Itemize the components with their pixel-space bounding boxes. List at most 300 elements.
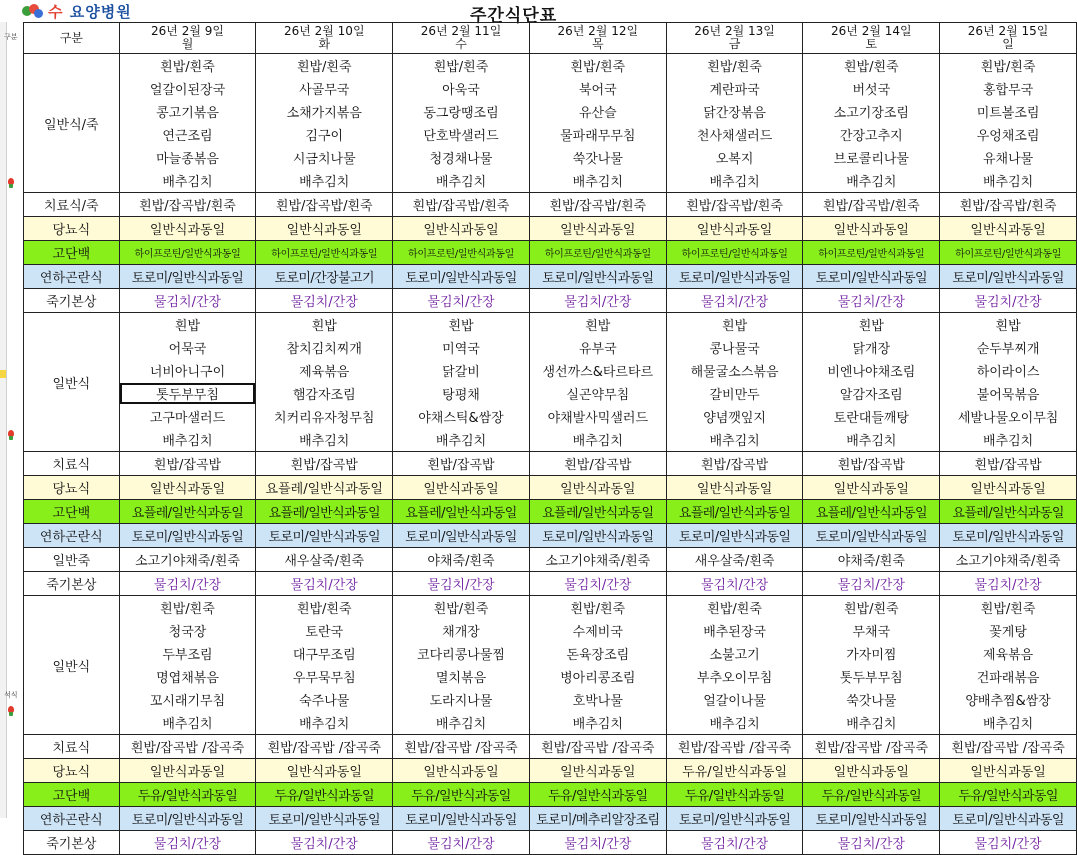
dish-cell[interactable]: 흰밥 [119, 313, 256, 337]
diet-cell[interactable]: 야채죽/흰죽 [803, 548, 940, 572]
diet-cell[interactable]: 토로미/일반식과동일 [666, 807, 803, 831]
dish-cell[interactable]: 소채가지볶음 [256, 100, 393, 123]
diet-cell[interactable]: 일반식과동일 [803, 217, 940, 241]
day-date: 26년 2월 9일 [151, 24, 224, 38]
dish-cell[interactable]: 흰밥/흰죽 [393, 596, 530, 620]
diet-cell[interactable]: 토로미/일반식과동일 [803, 807, 940, 831]
day-header[interactable] [529, 23, 666, 54]
dish-cell[interactable]: 흰밥 [256, 313, 393, 337]
diet-cell[interactable]: 일반식과동일 [940, 217, 1077, 241]
dish-cell[interactable]: 도라지나물 [393, 688, 530, 711]
dish-cell[interactable]: 호박나물 [529, 688, 666, 711]
diet-cell[interactable]: 토로미/일반식과동일 [119, 524, 256, 548]
dish-cell[interactable]: 채개장 [393, 619, 530, 642]
diet-cell[interactable]: 토로미/일반식과동일 [119, 265, 256, 289]
dish-cell[interactable]: 흰밥/흰죽 [119, 54, 256, 78]
dish-cell[interactable]: 마늘종볶음 [119, 146, 256, 169]
diet-cell[interactable]: 토로미/일반식과동일 [393, 807, 530, 831]
diet-cell[interactable]: 두유/일반식과동일 [666, 759, 803, 783]
diet-type-label[interactable]: 치료식/죽 [24, 193, 120, 217]
diet-cell[interactable]: 일반식과동일 [803, 476, 940, 500]
diet-cell[interactable]: 흰밥/잡곡밥 [529, 452, 666, 476]
flower-icon [6, 430, 16, 440]
dish-cell[interactable]: 동그랑땡조림 [393, 100, 530, 123]
menu-row [24, 665, 1077, 688]
diet-cell[interactable]: 흰밥/잡곡밥/흰죽 [393, 193, 530, 217]
diet-cell[interactable]: 흰밥/잡곡밥/흰죽 [666, 193, 803, 217]
dish-cell[interactable]: 청경채나물 [393, 146, 530, 169]
diet-cell[interactable]: 토로미/간장불고기 [256, 265, 393, 289]
flower-icon [6, 706, 16, 716]
dish-cell[interactable]: 탕평채 [393, 382, 530, 405]
diet-cell[interactable]: 물김치/간장 [666, 831, 803, 855]
diet-cell[interactable]: 야채죽/흰죽 [393, 548, 530, 572]
diet-cell[interactable]: 토로미/메추리알장조림 [529, 807, 666, 831]
diet-type-label[interactable]: 치료식 [24, 452, 120, 476]
diet-type-label[interactable]: 연하곤란식 [24, 807, 120, 831]
day-of-week: 수 [455, 37, 467, 51]
dish-cell[interactable]: 닭갈비 [393, 359, 530, 382]
dish-cell[interactable]: 흰밥 [393, 313, 530, 337]
dish-cell[interactable]: 배추김치 [529, 169, 666, 193]
diet-cell[interactable]: 흰밥/잡곡밥 /잡곡죽 [940, 735, 1077, 759]
dish-cell[interactable]: 제육볶음 [940, 642, 1077, 665]
dish-cell[interactable]: 돈육장조림 [529, 642, 666, 665]
dish-cell[interactable]: 양배추찜&쌈장 [940, 688, 1077, 711]
menu-row [24, 146, 1077, 169]
dish-cell[interactable]: 얼갈이된장국 [119, 77, 256, 100]
dish-cell[interactable]: 얼갈이나물 [666, 688, 803, 711]
diet-cell[interactable]: 두유/일반식과동일 [803, 783, 940, 807]
diet-cell[interactable]: 새우살죽/흰죽 [666, 548, 803, 572]
dish-cell[interactable]: 쑥갓나물 [529, 146, 666, 169]
dish-cell[interactable]: 단호박샐러드 [393, 123, 530, 146]
diet-cell[interactable]: 소고기야채죽/흰죽 [529, 548, 666, 572]
day-of-week: 월 [181, 37, 194, 51]
dish-cell[interactable]: 배추김치 [666, 428, 803, 452]
dish-cell[interactable]: 배추김치 [803, 711, 940, 735]
diet-cell[interactable]: 물김치/간장 [940, 289, 1077, 313]
diet-cell[interactable]: 일반식과동일 [529, 476, 666, 500]
diet-cell[interactable]: 흰밥/잡곡밥 [940, 452, 1077, 476]
dish-cell[interactable]: 갈비만두 [666, 382, 803, 405]
dish-cell[interactable]: 토란국 [256, 619, 393, 642]
meal-category-label[interactable]: 일반식 [24, 313, 120, 452]
dish-cell[interactable]: 톳두부무침 [119, 382, 256, 405]
dish-cell[interactable]: 부추오이무침 [666, 665, 803, 688]
dish-cell[interactable]: 배추김치 [666, 711, 803, 735]
diet-cell[interactable]: 요플레/일반식과동일 [803, 500, 940, 524]
diet-cell[interactable]: 두유/일반식과동일 [529, 783, 666, 807]
dish-cell[interactable]: 물파래무무침 [529, 123, 666, 146]
dish-cell[interactable]: 버섯국 [803, 77, 940, 100]
diet-cell[interactable]: 일반식과동일 [803, 759, 940, 783]
day-of-week: 일 [1002, 37, 1014, 51]
dish-cell[interactable]: 아욱국 [393, 77, 530, 100]
dish-cell[interactable]: 코다리콩나물찜 [393, 642, 530, 665]
diet-cell[interactable]: 흰밥/잡곡밥 /잡곡죽 [119, 735, 256, 759]
diet-cell[interactable]: 하이프로틴/일반식과동일 [666, 241, 803, 265]
diet-cell[interactable]: 토로미/일반식과동일 [529, 265, 666, 289]
diet-row [24, 548, 1077, 572]
diet-type-label[interactable]: 치료식 [24, 735, 120, 759]
dish-cell[interactable]: 김구이 [256, 123, 393, 146]
diet-cell[interactable]: 흰밥/잡곡밥 /잡곡죽 [256, 735, 393, 759]
dish-cell[interactable]: 꽃게탕 [940, 619, 1077, 642]
margin-label-top: 구분 [4, 33, 18, 41]
diet-cell[interactable]: 일반식과동일 [256, 217, 393, 241]
corner-cell[interactable]: 구분 [24, 23, 120, 54]
dish-cell[interactable]: 연근조림 [119, 123, 256, 146]
diet-cell[interactable]: 하이프로틴/일반식과동일 [256, 241, 393, 265]
dish-cell[interactable]: 수제비국 [529, 619, 666, 642]
diet-type-label[interactable]: 당뇨식 [24, 759, 120, 783]
dish-cell[interactable]: 흰밥/흰죽 [256, 54, 393, 78]
diet-cell[interactable]: 토로미/일반식과동일 [803, 265, 940, 289]
diet-cell[interactable]: 일반식과동일 [940, 759, 1077, 783]
dish-cell[interactable]: 흰밥/흰죽 [256, 596, 393, 620]
dish-cell[interactable]: 병아리콩조림 [529, 665, 666, 688]
diet-type-label[interactable]: 죽기본상 [24, 289, 120, 313]
diet-cell[interactable]: 일반식과동일 [393, 217, 530, 241]
diet-cell[interactable]: 물김치/간장 [119, 572, 256, 596]
dish-cell[interactable]: 흰밥/흰죽 [119, 596, 256, 620]
dish-cell[interactable]: 두부조림 [119, 642, 256, 665]
diet-cell[interactable]: 물김치/간장 [393, 289, 530, 313]
dish-cell[interactable]: 소고기장조림 [803, 100, 940, 123]
meal-category-label[interactable]: 일반식 [24, 596, 120, 735]
dish-cell[interactable]: 흰밥 [803, 313, 940, 337]
diet-cell[interactable]: 두유/일반식과동일 [119, 783, 256, 807]
diet-cell[interactable]: 일반식과동일 [119, 759, 256, 783]
dish-cell[interactable]: 계란파국 [666, 77, 803, 100]
dish-cell[interactable]: 가자미찜 [803, 642, 940, 665]
diet-cell[interactable]: 토로미/일반식과동일 [940, 265, 1077, 289]
dish-cell[interactable]: 흰밥/흰죽 [666, 596, 803, 620]
diet-cell[interactable]: 하이프로틴/일반식과동일 [529, 241, 666, 265]
dish-cell[interactable]: 배추김치 [393, 169, 530, 193]
diet-cell[interactable]: 일반식과동일 [666, 476, 803, 500]
dish-cell[interactable]: 배추김치 [940, 428, 1077, 452]
diet-cell[interactable]: 요플레/일반식과동일 [529, 500, 666, 524]
dish-cell[interactable]: 유채나물 [940, 146, 1077, 169]
dish-cell[interactable]: 실곤약무침 [529, 382, 666, 405]
day-header[interactable] [803, 23, 940, 54]
dish-cell[interactable]: 배추김치 [529, 428, 666, 452]
meal-category-label[interactable]: 일반식/죽 [24, 54, 120, 193]
diet-type-label[interactable]: 연하곤란식 [24, 524, 120, 548]
dish-cell[interactable]: 생선까스&타르타르 [529, 359, 666, 382]
dish-cell[interactable]: 닭개장 [803, 336, 940, 359]
day-date: 26년 2월 11일 [420, 24, 502, 38]
dish-cell[interactable]: 흰밥/흰죽 [803, 596, 940, 620]
diet-cell[interactable]: 일반식과동일 [256, 759, 393, 783]
dish-cell[interactable]: 배추김치 [803, 169, 940, 193]
logo-icon [22, 3, 44, 19]
diet-cell[interactable]: 물김치/간장 [529, 831, 666, 855]
diet-row [24, 572, 1077, 596]
diet-cell[interactable]: 요플레/일반식과동일 [666, 500, 803, 524]
diet-cell[interactable]: 토로미/일반식과동일 [529, 524, 666, 548]
diet-cell[interactable]: 토로미/일반식과동일 [393, 524, 530, 548]
dish-cell[interactable]: 어묵국 [119, 336, 256, 359]
dish-cell[interactable]: 건파래볶음 [940, 665, 1077, 688]
dish-cell[interactable]: 소불고기 [666, 642, 803, 665]
diet-type-label[interactable]: 일반죽 [24, 548, 120, 572]
dish-cell[interactable]: 세발나물오이무침 [940, 405, 1077, 428]
weekly-menu-table [23, 22, 1077, 855]
diet-cell[interactable]: 두유/일반식과동일 [666, 783, 803, 807]
dish-cell[interactable]: 홍합무국 [940, 77, 1077, 100]
diet-cell[interactable]: 일반식과동일 [119, 476, 256, 500]
dish-cell[interactable]: 콩나물국 [666, 336, 803, 359]
diet-type-label[interactable]: 당뇨식 [24, 217, 120, 241]
dish-cell[interactable]: 흰밥/흰죽 [393, 54, 530, 78]
diet-cell[interactable]: 일반식과동일 [119, 217, 256, 241]
diet-cell[interactable]: 흰밥/잡곡밥/흰죽 [256, 193, 393, 217]
diet-cell[interactable]: 토로미/일반식과동일 [666, 524, 803, 548]
hospital-logo [22, 2, 132, 20]
dish-cell[interactable]: 사골무국 [256, 77, 393, 100]
diet-cell[interactable]: 흰밥/잡곡밥 /잡곡죽 [393, 735, 530, 759]
diet-cell[interactable]: 소고기야채죽/흰죽 [940, 548, 1077, 572]
day-of-week: 목 [592, 37, 604, 51]
dish-cell[interactable]: 배추김치 [119, 169, 256, 193]
day-of-week: 화 [318, 37, 331, 51]
dish-cell[interactable]: 배추김치 [256, 169, 393, 193]
diet-cell[interactable]: 토로미/일반식과동일 [119, 807, 256, 831]
dish-cell[interactable]: 고구마샐러드 [119, 405, 256, 428]
menu-row [24, 382, 1077, 405]
diet-cell[interactable]: 토로미/일반식과동일 [803, 524, 940, 548]
diet-row [24, 476, 1077, 500]
dish-cell[interactable]: 배추된장국 [666, 619, 803, 642]
diet-cell[interactable]: 물김치/간장 [256, 289, 393, 313]
diet-cell[interactable]: 흰밥/잡곡밥 [119, 452, 256, 476]
dish-cell[interactable]: 햄감자조림 [256, 382, 393, 405]
logo-text: 수 요양병원 [48, 2, 132, 21]
diet-cell[interactable]: 흰밥/잡곡밥 [393, 452, 530, 476]
dish-cell[interactable]: 양념깻잎지 [666, 405, 803, 428]
diet-type-label[interactable]: 죽기본상 [24, 572, 120, 596]
dish-cell[interactable]: 흰밥 [940, 313, 1077, 337]
dish-cell[interactable]: 야채스틱&쌈장 [393, 405, 530, 428]
dish-cell[interactable]: 톳두부무침 [803, 665, 940, 688]
dish-cell[interactable]: 콩고기볶음 [119, 100, 256, 123]
dish-cell[interactable]: 흰밥/흰죽 [529, 596, 666, 620]
dish-cell[interactable]: 알감자조림 [803, 382, 940, 405]
dish-cell[interactable]: 유산슬 [529, 100, 666, 123]
diet-cell[interactable]: 일반식과동일 [529, 759, 666, 783]
header-row [24, 23, 1077, 54]
diet-type-label[interactable]: 당뇨식 [24, 476, 120, 500]
menu-row [24, 428, 1077, 452]
diet-cell[interactable]: 하이프로틴/일반식과동일 [119, 241, 256, 265]
dish-cell[interactable]: 불어묵볶음 [940, 382, 1077, 405]
day-date: 26년 2월 12일 [557, 24, 639, 38]
diet-cell[interactable]: 요플레/일반식과동일 [256, 476, 393, 500]
menu-row [24, 123, 1077, 146]
diet-cell[interactable]: 토로미/일반식과동일 [256, 807, 393, 831]
dish-cell[interactable]: 유부국 [529, 336, 666, 359]
dish-cell[interactable]: 비엔나야채조림 [803, 359, 940, 382]
day-date: 26년 2월 10일 [283, 24, 365, 38]
dish-cell[interactable]: 배추김치 [393, 428, 530, 452]
diet-cell[interactable]: 하이프로틴/일반식과동일 [940, 241, 1077, 265]
diet-cell[interactable]: 물김치/간장 [256, 572, 393, 596]
diet-cell[interactable]: 물김치/간장 [393, 572, 530, 596]
dish-cell[interactable]: 배추김치 [119, 711, 256, 735]
dish-cell[interactable]: 쑥갓나물 [803, 688, 940, 711]
diet-cell[interactable]: 토로미/일반식과동일 [940, 807, 1077, 831]
diet-cell[interactable]: 흰밥/잡곡밥 /잡곡죽 [803, 735, 940, 759]
dish-cell[interactable]: 꼬시래기무침 [119, 688, 256, 711]
day-header[interactable] [940, 23, 1077, 54]
diet-cell[interactable]: 흰밥/잡곡밥 /잡곡죽 [666, 735, 803, 759]
diet-cell[interactable]: 요플레/일반식과동일 [940, 500, 1077, 524]
dish-cell[interactable]: 제육볶음 [256, 359, 393, 382]
diet-cell[interactable]: 물김치/간장 [119, 289, 256, 313]
diet-cell[interactable]: 물김치/간장 [940, 572, 1077, 596]
dish-cell[interactable]: 미트볼조림 [940, 100, 1077, 123]
dish-cell[interactable]: 흰밥 [666, 313, 803, 337]
row-margin [0, 22, 24, 818]
dish-cell[interactable]: 청국장 [119, 619, 256, 642]
diet-cell[interactable]: 물김치/간장 [803, 831, 940, 855]
diet-cell[interactable]: 요플레/일반식과동일 [119, 500, 256, 524]
dish-cell[interactable]: 야채발사믹샐러드 [529, 405, 666, 428]
dish-cell[interactable]: 배추김치 [940, 711, 1077, 735]
dish-cell[interactable]: 흰밥 [529, 313, 666, 337]
diet-cell[interactable]: 흰밥/잡곡밥 /잡곡죽 [529, 735, 666, 759]
diet-cell[interactable]: 물김치/간장 [803, 289, 940, 313]
dish-cell[interactable]: 우무묵무침 [256, 665, 393, 688]
diet-cell[interactable]: 물김치/간장 [529, 289, 666, 313]
diet-cell[interactable]: 토로미/일반식과동일 [666, 265, 803, 289]
dish-cell[interactable]: 참치김치찌개 [256, 336, 393, 359]
dish-cell[interactable]: 흰밥/흰죽 [803, 54, 940, 78]
diet-cell[interactable]: 두유/일반식과동일 [256, 783, 393, 807]
dish-cell[interactable]: 순두부찌개 [940, 336, 1077, 359]
dish-cell[interactable]: 배추김치 [393, 711, 530, 735]
dish-cell[interactable]: 배추김치 [666, 169, 803, 193]
diet-cell[interactable]: 일반식과동일 [393, 476, 530, 500]
diet-cell[interactable]: 흰밥/잡곡밥 [666, 452, 803, 476]
diet-cell[interactable]: 물김치/간장 [666, 572, 803, 596]
dish-cell[interactable]: 북어국 [529, 77, 666, 100]
dish-cell[interactable]: 오복지 [666, 146, 803, 169]
diet-type-label[interactable]: 고단백 [24, 241, 120, 265]
diet-type-label[interactable]: 고단백 [24, 500, 120, 524]
day-header[interactable] [256, 23, 393, 54]
dish-cell[interactable]: 브로콜리나물 [803, 146, 940, 169]
diet-cell[interactable]: 일반식과동일 [666, 217, 803, 241]
diet-cell[interactable]: 일반식과동일 [393, 759, 530, 783]
dish-cell[interactable]: 토란대들깨탕 [803, 405, 940, 428]
dish-cell[interactable]: 배추김치 [119, 428, 256, 452]
dish-cell[interactable]: 배추김치 [256, 428, 393, 452]
diet-cell[interactable]: 물김치/간장 [529, 572, 666, 596]
day-of-week: 토 [865, 37, 878, 51]
diet-cell[interactable]: 물김치/간장 [666, 289, 803, 313]
dish-cell[interactable]: 미역국 [393, 336, 530, 359]
diet-cell[interactable]: 요플레/일반식과동일 [256, 500, 393, 524]
diet-cell[interactable]: 물김치/간장 [119, 831, 256, 855]
menu-row [24, 642, 1077, 665]
day-header[interactable] [393, 23, 530, 54]
diet-type-label[interactable]: 고단백 [24, 783, 120, 807]
diet-cell[interactable]: 요플레/일반식과동일 [393, 500, 530, 524]
dish-cell[interactable]: 닭간장볶음 [666, 100, 803, 123]
diet-row [24, 500, 1077, 524]
diet-cell[interactable]: 토로미/일반식과동일 [256, 524, 393, 548]
diet-cell[interactable]: 물김치/간장 [803, 572, 940, 596]
dish-cell[interactable]: 너비아니구이 [119, 359, 256, 382]
dish-cell[interactable]: 대구무조림 [256, 642, 393, 665]
diet-cell[interactable]: 물김치/간장 [256, 831, 393, 855]
dish-cell[interactable]: 천사채샐러드 [666, 123, 803, 146]
dish-cell[interactable]: 배추김치 [940, 169, 1077, 193]
diet-cell[interactable]: 일반식과동일 [529, 217, 666, 241]
diet-cell[interactable]: 흰밥/잡곡밥/흰죽 [940, 193, 1077, 217]
dish-cell[interactable]: 시금치나물 [256, 146, 393, 169]
diet-cell[interactable]: 두유/일반식과동일 [940, 783, 1077, 807]
diet-cell[interactable]: 물김치/간장 [940, 831, 1077, 855]
diet-cell[interactable]: 일반식과동일 [940, 476, 1077, 500]
dish-cell[interactable]: 배추김치 [256, 711, 393, 735]
dish-cell[interactable]: 흰밥/흰죽 [940, 54, 1077, 78]
diet-cell[interactable]: 소고기야채죽/흰죽 [119, 548, 256, 572]
dish-cell[interactable]: 배추김치 [803, 428, 940, 452]
dish-cell[interactable]: 숙주나물 [256, 688, 393, 711]
dish-cell[interactable]: 명엽채볶음 [119, 665, 256, 688]
diet-cell[interactable]: 두유/일반식과동일 [393, 783, 530, 807]
diet-row [24, 193, 1077, 217]
dish-cell[interactable]: 우엉채조림 [940, 123, 1077, 146]
diet-cell[interactable]: 하이프로틴/일반식과동일 [393, 241, 530, 265]
day-header[interactable] [119, 23, 256, 54]
diet-cell[interactable]: 흰밥/잡곡밥/흰죽 [529, 193, 666, 217]
diet-cell[interactable]: 물김치/간장 [393, 831, 530, 855]
diet-cell[interactable]: 흰밥/잡곡밥/흰죽 [803, 193, 940, 217]
menu-row [24, 619, 1077, 642]
diet-row [24, 289, 1077, 313]
dish-cell[interactable]: 간장고추지 [803, 123, 940, 146]
dish-cell[interactable]: 흰밥/흰죽 [529, 54, 666, 78]
diet-cell[interactable]: 흰밥/잡곡밥 [256, 452, 393, 476]
day-header[interactable] [666, 23, 803, 54]
dish-cell[interactable]: 해물굴소스볶음 [666, 359, 803, 382]
dish-cell[interactable]: 하이라이스 [940, 359, 1077, 382]
diet-cell[interactable]: 토로미/일반식과동일 [393, 265, 530, 289]
diet-cell[interactable]: 흰밥/잡곡밥 [803, 452, 940, 476]
diet-cell[interactable]: 하이프로틴/일반식과동일 [803, 241, 940, 265]
dish-cell[interactable]: 흰밥/흰죽 [940, 596, 1077, 620]
diet-type-label[interactable]: 죽기본상 [24, 831, 120, 855]
diet-row [24, 783, 1077, 807]
dish-cell[interactable]: 배추김치 [529, 711, 666, 735]
diet-cell[interactable]: 흰밥/잡곡밥/흰죽 [119, 193, 256, 217]
diet-cell[interactable]: 새우살죽/흰죽 [256, 548, 393, 572]
margin-label-dinner: 석식 [4, 691, 18, 699]
menu-row [24, 405, 1077, 428]
dish-cell[interactable]: 무채국 [803, 619, 940, 642]
dish-cell[interactable]: 멸치볶음 [393, 665, 530, 688]
dish-cell[interactable]: 흰밥/흰죽 [666, 54, 803, 78]
dish-cell[interactable]: 치커리유자청무침 [256, 405, 393, 428]
diet-cell[interactable]: 토로미/일반식과동일 [940, 524, 1077, 548]
diet-type-label[interactable]: 연하곤란식 [24, 265, 120, 289]
